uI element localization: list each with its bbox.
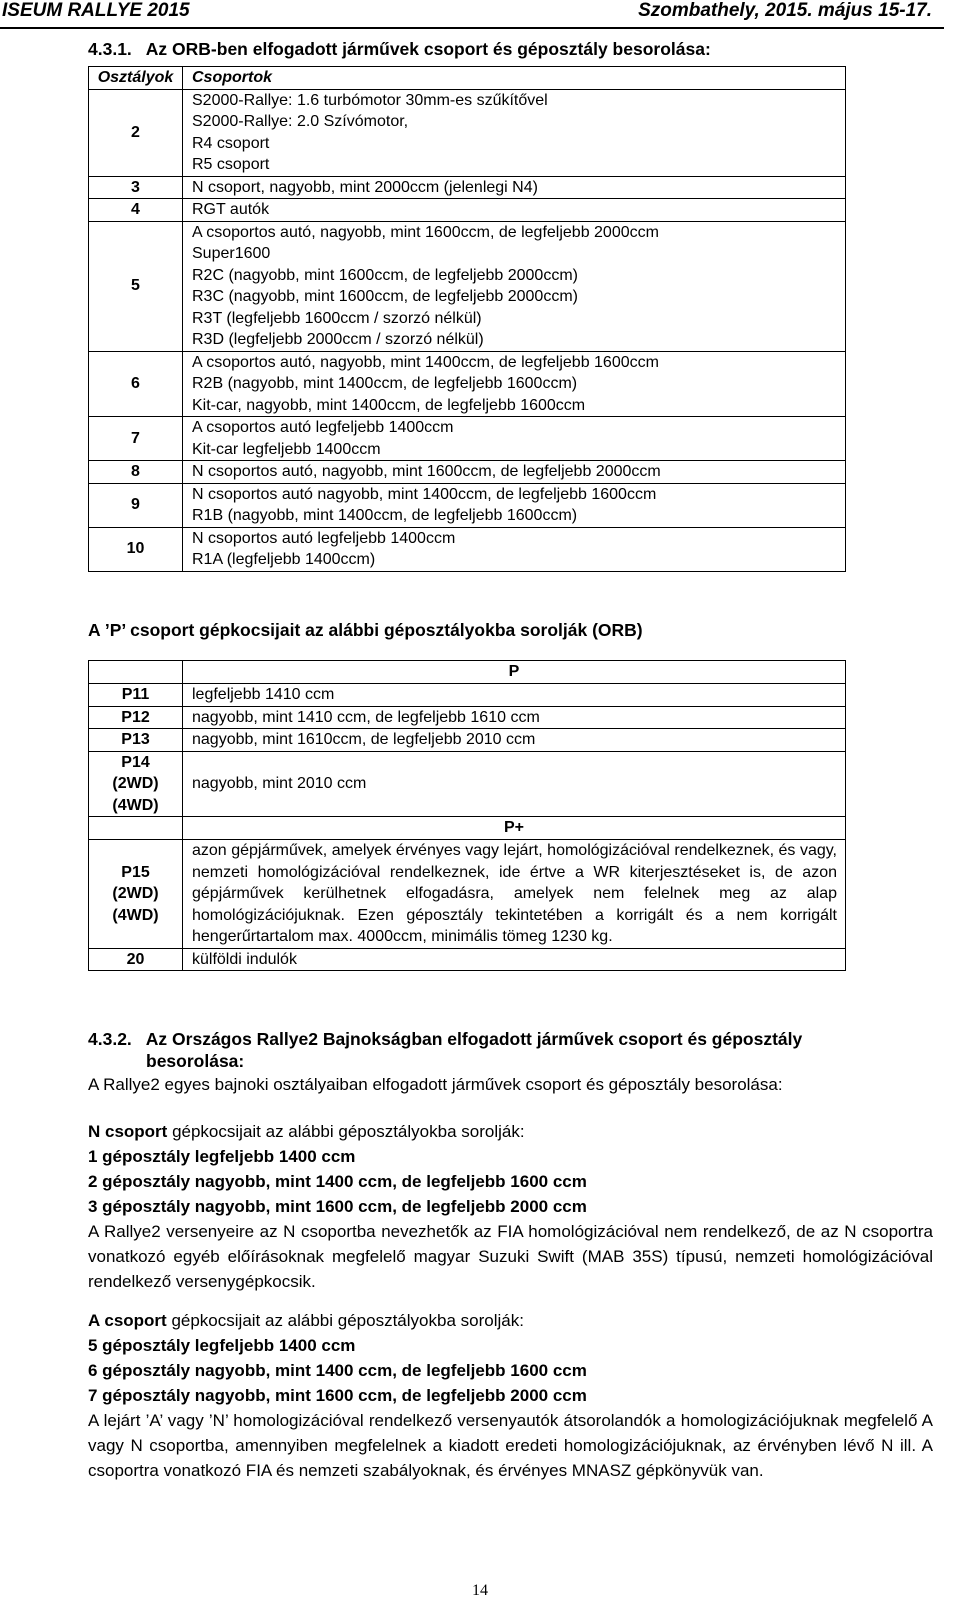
group-line: R1A (legfeljebb 1400ccm) bbox=[192, 551, 376, 568]
p-group-table bbox=[88, 660, 846, 971]
class-number: 10 bbox=[89, 527, 183, 571]
event-name: ISEUM RALLYE 2015 bbox=[2, 0, 190, 21]
p-table-row bbox=[89, 840, 846, 949]
table-row bbox=[89, 199, 846, 222]
class-number: 9 bbox=[89, 483, 183, 527]
p-table-row bbox=[89, 948, 846, 971]
section-title-line1: Az Országos Rallye2 Bajnokságban elfogadott járművek csoport és géposztály bbox=[145, 1029, 803, 1049]
n-class-3: 3 géposztály nagyobb, mint 1600 ccm, de legfeljebb 2000 ccm bbox=[88, 1197, 587, 1216]
p-class-number bbox=[89, 729, 183, 752]
class-number: 7 bbox=[89, 417, 183, 461]
a-class-7: 7 géposztály nagyobb, mint 1600 ccm, de legfeljebb 2000 ccm bbox=[88, 1386, 587, 1405]
p-table-row bbox=[89, 706, 846, 729]
p-class-number bbox=[89, 948, 183, 971]
a-group-label: A csoport bbox=[88, 1311, 167, 1330]
group-line: R1B (nagyobb, mint 1400ccm, de legfeljebb 1600ccm) bbox=[192, 507, 578, 524]
p-class-description: nagyobb, mint 1410 ccm, de legfeljebb 1610 ccm bbox=[183, 706, 846, 729]
group-line: Kit-car legfeljebb 1400ccm bbox=[192, 440, 381, 458]
p-class-label: (2WD) bbox=[112, 885, 159, 902]
p-class-description: legfeljebb 1410 ccm bbox=[183, 684, 846, 707]
a-group-lead-text: gépkocsijait az alábbi géposztályokba sorolják: bbox=[166, 1311, 524, 1330]
n-class-2: 2 géposztály nagyobb, mint 1400 ccm, de legfeljebb 1600 ccm bbox=[88, 1172, 587, 1191]
a-class-6: 6 géposztály nagyobb, mint 1400 ccm, de legfeljebb 1600 ccm bbox=[88, 1361, 587, 1380]
col-header-classes: Osztályok bbox=[89, 67, 183, 90]
group-line: A csoportos autó legfeljebb 1400ccm bbox=[192, 419, 454, 436]
p-class-description: nagyobb, mint 1610ccm, de legfeljebb 2010 ccm bbox=[183, 729, 846, 752]
group-line: R3T (legfeljebb 1600ccm / szorzó nélkül) bbox=[192, 309, 482, 327]
group-description bbox=[183, 221, 846, 351]
table-row bbox=[89, 176, 846, 199]
header-rule bbox=[0, 27, 944, 29]
p-class-number bbox=[89, 840, 183, 949]
p-class-label: P14 bbox=[121, 753, 150, 771]
group-line: N csoportos autó, nagyobb, mint 1600ccm, de legfeljebb 2000ccm bbox=[192, 463, 661, 480]
p-class-number bbox=[89, 684, 183, 707]
group-description bbox=[183, 351, 846, 417]
p-group-heading: A ’P’ csoport gépkocsijait az alábbi géposztályokba sorolják (ORB) bbox=[88, 620, 643, 640]
group-description bbox=[183, 483, 846, 527]
pplus-header-row bbox=[89, 817, 846, 840]
group-line: Super1600 bbox=[192, 245, 271, 262]
p-class-number bbox=[89, 706, 183, 729]
group-line: Kit-car, nagyobb, mint 1400ccm, de legfeljebb 1600ccm bbox=[192, 396, 586, 414]
group-line: RGT autók bbox=[192, 201, 270, 218]
group-line: R4 csoport bbox=[192, 134, 270, 152]
p-class-label: (4WD) bbox=[112, 796, 159, 814]
p-class-label: (4WD) bbox=[112, 906, 159, 924]
class-number: 6 bbox=[89, 351, 183, 417]
p-class-description: nagyobb, mint 2010 ccm bbox=[183, 751, 846, 817]
p-class-label: P11 bbox=[121, 686, 150, 703]
p-class-label: (2WD) bbox=[112, 775, 159, 792]
class-number: 4 bbox=[89, 199, 183, 222]
table-row bbox=[89, 417, 846, 461]
col-header-groups: Csoportok bbox=[183, 67, 846, 90]
p-class-label: P15 bbox=[121, 863, 150, 881]
section-4-3-1-heading bbox=[88, 39, 711, 60]
group-line: R5 csoport bbox=[192, 156, 270, 173]
table-header-row bbox=[89, 67, 846, 90]
p-class-label: P12 bbox=[121, 708, 150, 726]
group-line: N csoportos autó nagyobb, mint 1400ccm, de legfeljebb 1600ccm bbox=[192, 485, 657, 503]
table-row bbox=[89, 351, 846, 417]
group-line: R3D (legfeljebb 2000ccm / szorzó nélkül) bbox=[192, 331, 484, 348]
p-class-label: P13 bbox=[121, 731, 150, 748]
group-line: R2B (nagyobb, mint 1400ccm, de legfeljebb 1600ccm) bbox=[192, 375, 578, 392]
group-description bbox=[183, 461, 846, 484]
n-group-lead-text: gépkocsijait az alábbi géposztályokba sorolják: bbox=[167, 1122, 525, 1141]
n-group-lead bbox=[88, 1119, 933, 1144]
table-row bbox=[89, 89, 846, 176]
class-number: 3 bbox=[89, 176, 183, 199]
orb-class-table bbox=[88, 66, 846, 572]
p-class-description: külföldi indulók bbox=[183, 948, 846, 971]
class-number: 2 bbox=[89, 89, 183, 176]
event-location-date: Szombathely, 2015. május 15-17. bbox=[638, 0, 932, 21]
group-line: S2000-Rallye: 1.6 turbómotor 30mm-es szűkítővel bbox=[192, 91, 548, 109]
section-title-line2: besorolása: bbox=[146, 1051, 245, 1071]
p-header: P bbox=[183, 661, 846, 684]
group-line: R3C (nagyobb, mint 1600ccm, de legfeljebb 2000ccm) bbox=[192, 288, 578, 305]
group-description bbox=[183, 176, 846, 199]
group-description bbox=[183, 89, 846, 176]
section-title: Az ORB-ben elfogadott járművek csoport és géposztály besorolása: bbox=[145, 39, 711, 59]
p-table-row bbox=[89, 729, 846, 752]
section-4-3-2-heading bbox=[88, 1028, 933, 1072]
p-class-number bbox=[89, 751, 183, 817]
rallye2-intro: A Rallye2 egyes bajnoki osztályaiban elfogadott járművek csoport és géposztály besorolása: bbox=[88, 1075, 783, 1094]
group-description bbox=[183, 527, 846, 571]
group-line: S2000-Rallye: 2.0 Szívómotor, bbox=[192, 113, 409, 130]
n-group-block bbox=[88, 1119, 933, 1294]
group-line: A csoportos autó, nagyobb, mint 1600ccm, de legfeljebb 2000ccm bbox=[192, 223, 659, 241]
p-header-empty bbox=[89, 661, 183, 684]
section-number: 4.3.2. bbox=[88, 1029, 132, 1049]
class-number: 8 bbox=[89, 461, 183, 484]
p-class-description: azon gépjárművek, amelyek érvényes vagy lejárt, homológizációval rendelkeznek, és vagy, nemzeti homológizációval rendelkeznek, ide értve a WR kiterjesztéseket is, de azon gépjárművek kerülhetnek elfogadásra, amelyek nem felelnek meg az alap homológizációjuknak. Ezen géposztály tekintetében a korrigált és a nem korrigált hengerűrtartalom max. 4000ccm, minimális tömeg 1230 kg. bbox=[183, 840, 846, 949]
table-row bbox=[89, 527, 846, 571]
class-number: 5 bbox=[89, 221, 183, 351]
section-number: 4.3.1. bbox=[88, 39, 132, 59]
p-header-row bbox=[89, 661, 846, 684]
group-line: N csoport, nagyobb, mint 2000ccm (jelenlegi N4) bbox=[192, 178, 538, 196]
n-group-note: A Rallye2 versenyeire az N csoportba nevezhetők az FIA homológizációval nem rendelkező, de az N csoportra vonatkozó egyéb előírásoknak megfelelő magyar Suzuki Swift (MAB 35S) típusú, nemzeti homológizációval rendelkező versenygépkocsik. bbox=[88, 1222, 933, 1291]
table-row bbox=[89, 483, 846, 527]
a-group-note: A lejárt ’A’ vagy ’N’ homologizációval rendelkező versenyautók átsorolandók a homologizációjuknak megfelelő A vagy N csoportba, amennyiben megfelelnek a kiadott eredeti homologizációjuknak, az érvényben lévő N ill. A csoportra vonatkozó FIA és nemzeti szabályoknak, és érvényes MNASZ gépkönyvük van. bbox=[88, 1411, 933, 1480]
pplus-header: P+ bbox=[183, 817, 846, 840]
group-description bbox=[183, 199, 846, 222]
table-row bbox=[89, 461, 846, 484]
group-description bbox=[183, 417, 846, 461]
table-row bbox=[89, 221, 846, 351]
pplus-header-empty bbox=[89, 817, 183, 840]
group-line: N csoportos autó legfeljebb 1400ccm bbox=[192, 529, 456, 547]
group-line: R2C (nagyobb, mint 1600ccm, de legfeljebb 2000ccm) bbox=[192, 266, 578, 284]
a-class-5: 5 géposztály legfeljebb 1400 ccm bbox=[88, 1336, 356, 1355]
n-group-label: N csoport bbox=[88, 1122, 168, 1141]
p-table-row bbox=[89, 684, 846, 707]
p-table-row bbox=[89, 751, 846, 817]
page-number: 14 bbox=[472, 1582, 488, 1599]
n-class-1: 1 géposztály legfeljebb 1400 ccm bbox=[88, 1147, 356, 1166]
page-header bbox=[0, 0, 960, 26]
a-group-lead bbox=[88, 1308, 933, 1333]
a-group-block bbox=[88, 1308, 933, 1483]
group-line: A csoportos autó, nagyobb, mint 1400ccm, de legfeljebb 1600ccm bbox=[192, 353, 659, 371]
p-class-label: 20 bbox=[126, 950, 145, 968]
